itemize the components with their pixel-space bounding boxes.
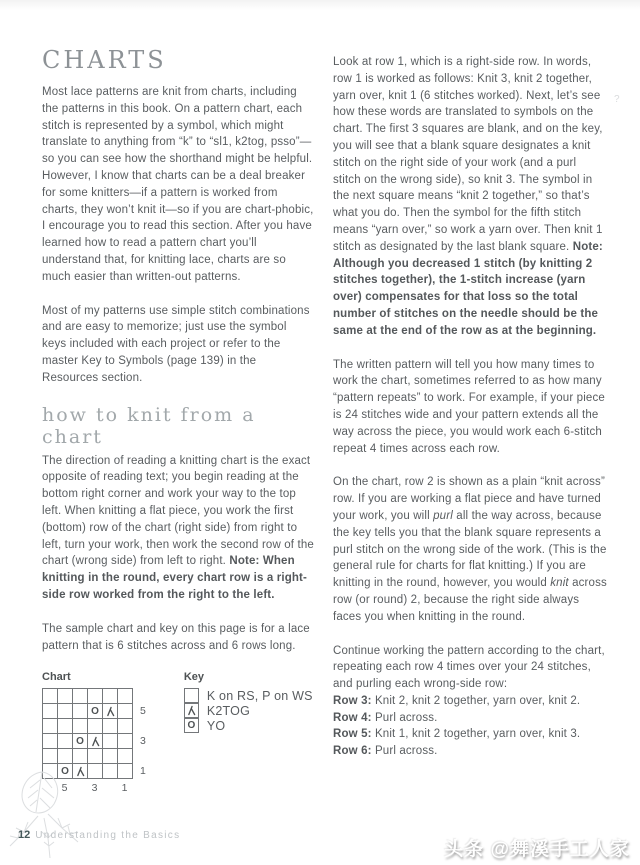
- chart-cell: [43, 689, 58, 704]
- subsection-heading: how to knit from a chart: [42, 403, 256, 448]
- paragraph: On the chart, row 2 is shown as a plain “knit across” row. If you are working a flat piece and have turned your work, you will purl all the way across, because the key tells you that the blank square represents a purl stitch on the wrong side of the work. (This is the general rule for charts for flat knitting.) If you are knitting in the round, however, you would knit across row (or round) 2, because the right side always faces you when knitting in the round.: [333, 476, 607, 623]
- chart-cell: [73, 689, 88, 704]
- chart-cell: [118, 734, 133, 749]
- key-item: [184, 718, 313, 733]
- row-instruction: Knit 1, knit 2 together, yarn over, knit 3.: [374, 728, 581, 741]
- paragraph: The written pattern will tell you how many times to work the chart, sometimes referred to as how many “pattern repeats” to work. For example, if your piece is 24 stitches wide and your pattern extends all the way across the piece, you would work each 6-stitch repeat 4 times across each row.: [333, 358, 605, 455]
- chart-cell: O: [58, 764, 73, 779]
- chart-cell: [88, 764, 103, 779]
- row-label: Row 5:: [333, 728, 372, 741]
- key-item: [184, 688, 313, 703]
- row-label: Row 3:: [333, 694, 372, 707]
- chart-cell: [88, 749, 103, 764]
- pattern-row: [333, 693, 607, 710]
- paragraph: Most lace patterns are knit from charts, including the patterns in this book. On a pattern chart, each stitch is represented by a symbol, which might translate to anything from “k” to “sl1, k2tog, psso”—so you can see how the shorthand might be helpful. However, I know that charts can be a deal breaker for some knitters—if a pattern is worked from charts, they won’t knit it—so if you are chart-phobic, I encourage you to read this section. After you have learned how to read a pattern chart you’ll understand that, for knitting lace, charts are so much easier than written-out patterns.: [42, 86, 314, 283]
- chart-cell: [58, 719, 73, 734]
- chart-cell: [118, 689, 133, 704]
- chart-cell: [58, 689, 73, 704]
- k2tog-glyph: [186, 705, 197, 716]
- row-label: Row 6:: [333, 745, 372, 758]
- chart-key: [184, 671, 313, 794]
- paragraph: The sample chart and key on this page is for a lace pattern that is 6 stitches across and 6 rows long.: [42, 622, 310, 652]
- chart-cell: [43, 764, 58, 779]
- chart-cell: [43, 704, 58, 719]
- key-item-label: YO: [206, 718, 226, 733]
- pattern-row: [333, 743, 607, 760]
- chart-cell: [58, 749, 73, 764]
- k2tog-symbol: [184, 703, 199, 718]
- section-title: Understanding the Basics: [35, 830, 181, 841]
- chart-cell: [88, 689, 103, 704]
- chart-grid: [42, 688, 133, 779]
- chart-and-key: [42, 671, 314, 794]
- section-heading: CHARTS: [42, 46, 167, 74]
- chart-cell: [103, 704, 118, 719]
- key-item: [184, 703, 313, 718]
- row-label: Row 4:: [333, 711, 372, 724]
- chart-column-numbers: 5 3 1: [61, 782, 128, 795]
- pattern-row: [333, 710, 607, 727]
- chart-cell: [43, 719, 58, 734]
- row-instruction: Purl across.: [374, 745, 438, 758]
- chart-cell: [73, 704, 88, 719]
- yarn-over-symbol: O: [184, 718, 199, 733]
- chart-cell: [118, 719, 133, 734]
- k2tog-glyph: [75, 766, 86, 777]
- paragraph: Continue working the pattern according to the chart, repeating each row 4 times over your 24 stitches, and purling each wrong-side row:: [333, 644, 605, 691]
- chart-cell: [88, 719, 103, 734]
- key-label: Key: [183, 671, 205, 684]
- left-column: [42, 46, 314, 794]
- key-item-label: K on RS, P on WS: [206, 688, 313, 703]
- chart-row-numbers: 5 3 1: [140, 705, 146, 778]
- right-column: [333, 54, 607, 760]
- chart-cell: [118, 749, 133, 764]
- chart-cell: [88, 734, 103, 749]
- chart-cell: [103, 764, 118, 779]
- row-instruction: Knit 2, knit 2 together, yarn over, knit 2.: [374, 694, 581, 707]
- paragraph: The direction of reading a knitting chart is the exact opposite of reading text; you begin reading at the bottom right corner and work your way to the top left. When knitting a flat piece, you work the first (bottom) row of the chart (right side) from right to left, turn your work, then work the second row of the chart (wrong side) from left to right. Note: When knitting in the round, every chart row is a right-side row worked from the right to the left.: [42, 454, 314, 601]
- watermark-text: 头条 @舞溪手工人家: [444, 839, 630, 860]
- k2tog-glyph: [90, 736, 101, 747]
- chart-cell: [103, 749, 118, 764]
- chart-cell: [103, 719, 118, 734]
- chart-cell: [103, 689, 118, 704]
- chart-cell: O: [73, 734, 88, 749]
- blank-square-symbol: [184, 688, 199, 703]
- chart-cell: [43, 749, 58, 764]
- paragraph: Look at row 1, which is a right-side row. In words, row 1 is worked as follows: Knit 3, knit 2 together, yarn over, knit 1 (6 stitches worked). Next, let’s see how these words are translated to symbols on the chart. The first 3 squares are blank, and on the key, you will see that a blank square designates a knit stitch on the right side of your work (and a purl stitch on the wrong side), so knit 3. The symbol in the next square means “knit 2 together,” so that’s what you do. Then the symbol for the fifth stitch means “yarn over,” so work a yarn over. Then knit 1 stitch as designated by the last blank square. Note: Although you decreased 1 stitch (by knitting 2 stitches together), the 1-stitch increase (yarn over) compensates for that loss so the total number of stitches on the needle should be the same at the end of the row as at the beginning.: [333, 56, 603, 337]
- chart-cell: [103, 734, 118, 749]
- chart-label: Chart: [42, 671, 71, 684]
- key-item-label: K2TOG: [206, 703, 250, 718]
- chart-cell: [43, 734, 58, 749]
- pattern-row: [333, 726, 607, 743]
- chart-cell: [73, 719, 88, 734]
- chart-cell: [118, 764, 133, 779]
- chart-cell: [58, 734, 73, 749]
- chart-cell: [73, 764, 88, 779]
- page-number: 12: [18, 829, 31, 841]
- chart-cell: [118, 704, 133, 719]
- chart-cell: [73, 749, 88, 764]
- chart-cell: [58, 704, 73, 719]
- scan-smudge: ?: [614, 94, 620, 105]
- page-footer: [18, 829, 180, 841]
- k2tog-glyph: [105, 706, 116, 717]
- chart-cell: O: [88, 704, 103, 719]
- paragraph: Most of my patterns use simple stitch combinations and are easy to memorize; just use the symbol keys included with each project or refer to the master Key to Symbols (page 139) in the Resources section.: [42, 304, 310, 384]
- knitting-chart: [42, 671, 146, 794]
- row-instruction: Purl across.: [374, 711, 438, 724]
